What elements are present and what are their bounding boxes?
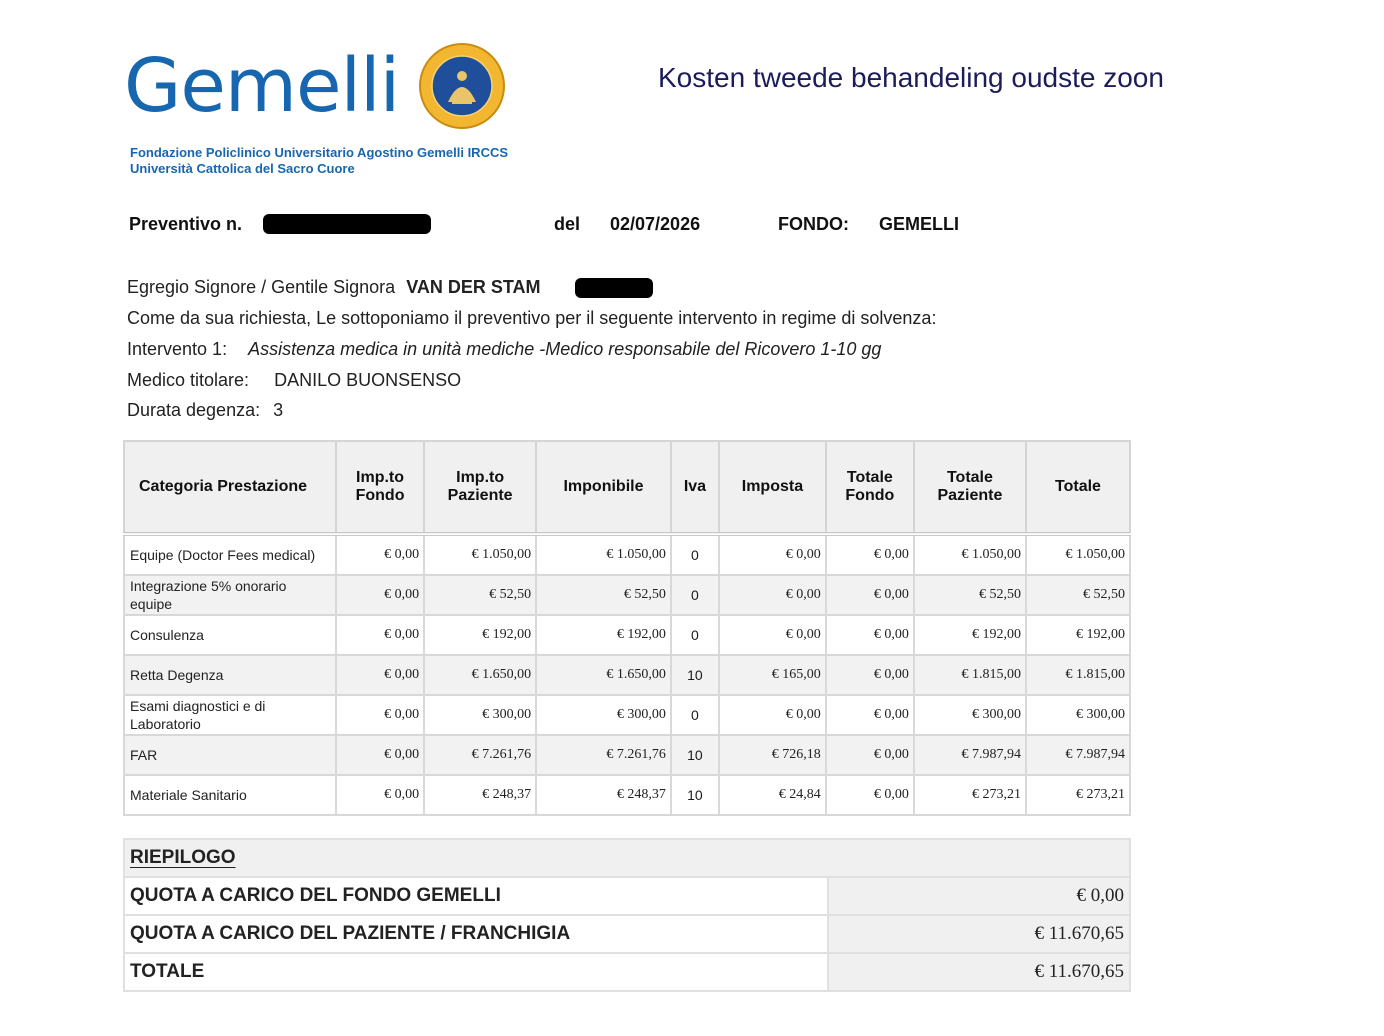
medico-label: Medico titolare: xyxy=(127,370,250,390)
col-header: Totale Fondo xyxy=(826,441,914,534)
institution-name xyxy=(130,145,508,177)
request-text: Come da sua richiesta, Le sottoponiamo il preventivo per il seguente intervento in regime di solvenza: xyxy=(127,308,937,328)
value-cell: € 0,00 xyxy=(826,735,914,775)
value-cell: € 0,00 xyxy=(719,575,826,615)
category-cell: Consulenza xyxy=(124,615,336,655)
value-cell: € 0,00 xyxy=(719,695,826,735)
value-cell: € 0,00 xyxy=(826,655,914,695)
institution-line-2: Università Cattolica del Sacro Cuore xyxy=(130,161,355,176)
summary-row xyxy=(124,915,1130,953)
summary-value: € 11.670,65 xyxy=(828,915,1130,953)
durata-label: Durata degenza: xyxy=(127,400,261,420)
value-cell: € 1.050,00 xyxy=(1026,534,1130,575)
value-cell: € 0,00 xyxy=(336,534,424,575)
value-cell: € 192,00 xyxy=(914,615,1026,655)
value-cell: € 0,00 xyxy=(336,695,424,735)
value-cell: € 0,00 xyxy=(336,775,424,815)
intervento-label: Intervento 1: xyxy=(127,339,228,359)
value-cell: € 726,18 xyxy=(719,735,826,775)
value-cell: € 52,50 xyxy=(1026,575,1130,615)
category-cell: FAR xyxy=(124,735,336,775)
value-cell: € 300,00 xyxy=(1026,695,1130,735)
category-cell: Integrazione 5% onorario equipe xyxy=(124,575,336,615)
table-row xyxy=(124,695,1130,735)
col-header: Imp.to Paziente xyxy=(424,441,536,534)
col-header: Categoria Prestazione xyxy=(124,441,336,534)
summary-header-row xyxy=(124,839,1130,877)
value-cell: 0 xyxy=(671,615,719,655)
value-cell: 0 xyxy=(671,534,719,575)
table-row xyxy=(124,655,1130,695)
medico-value: DANILO BUONSENSO xyxy=(274,370,462,390)
value-cell: € 1.650,00 xyxy=(424,655,536,695)
value-cell: € 0,00 xyxy=(336,655,424,695)
value-cell: € 0,00 xyxy=(826,775,914,815)
fondo-label: FONDO: xyxy=(778,214,849,234)
quote-date: 02/07/2026 xyxy=(610,214,701,234)
value-cell: € 0,00 xyxy=(826,695,914,735)
value-cell: € 52,50 xyxy=(536,575,671,615)
value-cell: € 7.261,76 xyxy=(536,735,671,775)
summary-value: € 11.670,65 xyxy=(828,953,1130,991)
category-cell: Retta Degenza xyxy=(124,655,336,695)
value-cell: 0 xyxy=(671,695,719,735)
value-cell: € 7.987,94 xyxy=(914,735,1026,775)
redacted-name xyxy=(575,278,653,298)
table-row xyxy=(124,575,1130,615)
summary-title: RIEPILOGO xyxy=(130,847,236,868)
value-cell: € 1.050,00 xyxy=(914,534,1026,575)
col-header: Totale Paziente xyxy=(914,441,1026,534)
del-label: del xyxy=(554,214,581,234)
patient-name: VAN DER STAM xyxy=(406,277,541,297)
summary-value: € 0,00 xyxy=(828,877,1130,915)
greeting-line xyxy=(127,277,541,298)
value-cell: € 7.261,76 xyxy=(424,735,536,775)
durata-value: 3 xyxy=(273,400,284,420)
durata-line xyxy=(127,400,283,421)
table-row xyxy=(124,534,1130,575)
gemelli-logo-text: Gemelli xyxy=(124,43,400,129)
redacted-number xyxy=(263,214,431,234)
value-cell: € 1.815,00 xyxy=(1026,655,1130,695)
col-header: Imponibile xyxy=(536,441,671,534)
value-cell: € 300,00 xyxy=(914,695,1026,735)
intervento-value: Assistenza medica in unità mediche -Medico responsabile del Ricovero 1-10 gg xyxy=(248,339,882,359)
value-cell: € 0,00 xyxy=(719,534,826,575)
document-title: Kosten tweede behandeling oudste zoon xyxy=(658,62,1164,93)
value-cell: € 248,37 xyxy=(536,775,671,815)
summary-label: TOTALE xyxy=(124,953,828,991)
category-cell: Equipe (Doctor Fees medical) xyxy=(124,534,336,575)
value-cell: € 273,21 xyxy=(914,775,1026,815)
cost-table xyxy=(123,440,1131,816)
value-cell: € 7.987,94 xyxy=(1026,735,1130,775)
value-cell: € 165,00 xyxy=(719,655,826,695)
value-cell: € 273,21 xyxy=(1026,775,1130,815)
greeting-label: Egregio Signore / Gentile Signora xyxy=(127,277,396,297)
intervento-line xyxy=(127,339,881,360)
summary-label: QUOTA A CARICO DEL FONDO GEMELLI xyxy=(124,877,828,915)
table-row xyxy=(124,735,1130,775)
col-header: Totale xyxy=(1026,441,1130,534)
category-cell: Materiale Sanitario xyxy=(124,775,336,815)
table-row xyxy=(124,615,1130,655)
value-cell: 10 xyxy=(671,775,719,815)
institution-line-1: Fondazione Policlinico Universitario Agostino Gemelli IRCCS xyxy=(130,145,509,160)
medico-line xyxy=(127,370,461,391)
preventivo-label: Preventivo n. xyxy=(129,214,243,234)
value-cell: € 0,00 xyxy=(826,575,914,615)
value-cell: € 0,00 xyxy=(826,615,914,655)
fondo-value: GEMELLI xyxy=(879,214,959,234)
summary-row xyxy=(124,953,1130,991)
summary-table xyxy=(123,838,1131,992)
table-header-row xyxy=(124,441,1130,534)
col-header: Imposta xyxy=(719,441,826,534)
university-seal-icon xyxy=(418,42,506,130)
value-cell: € 1.050,00 xyxy=(424,534,536,575)
value-cell: € 0,00 xyxy=(719,615,826,655)
value-cell: 10 xyxy=(671,735,719,775)
col-header: Imp.to Fondo xyxy=(336,441,424,534)
value-cell: 10 xyxy=(671,655,719,695)
value-cell: € 0,00 xyxy=(826,534,914,575)
table-row xyxy=(124,775,1130,815)
value-cell: € 52,50 xyxy=(914,575,1026,615)
value-cell: 0 xyxy=(671,575,719,615)
value-cell: € 0,00 xyxy=(336,615,424,655)
summary-row xyxy=(124,877,1130,915)
summary-label: QUOTA A CARICO DEL PAZIENTE / FRANCHIGIA xyxy=(124,915,828,953)
value-cell: € 300,00 xyxy=(536,695,671,735)
category-cell: Esami diagnostici e di Laboratorio xyxy=(124,695,336,735)
value-cell: € 1.650,00 xyxy=(536,655,671,695)
value-cell: € 192,00 xyxy=(536,615,671,655)
value-cell: € 300,00 xyxy=(424,695,536,735)
value-cell: € 0,00 xyxy=(336,575,424,615)
value-cell: € 52,50 xyxy=(424,575,536,615)
value-cell: € 1.050,00 xyxy=(536,534,671,575)
value-cell: € 1.815,00 xyxy=(914,655,1026,695)
value-cell: € 0,00 xyxy=(336,735,424,775)
value-cell: € 24,84 xyxy=(719,775,826,815)
value-cell: € 248,37 xyxy=(424,775,536,815)
col-header: Iva xyxy=(671,441,719,534)
value-cell: € 192,00 xyxy=(1026,615,1130,655)
value-cell: € 192,00 xyxy=(424,615,536,655)
